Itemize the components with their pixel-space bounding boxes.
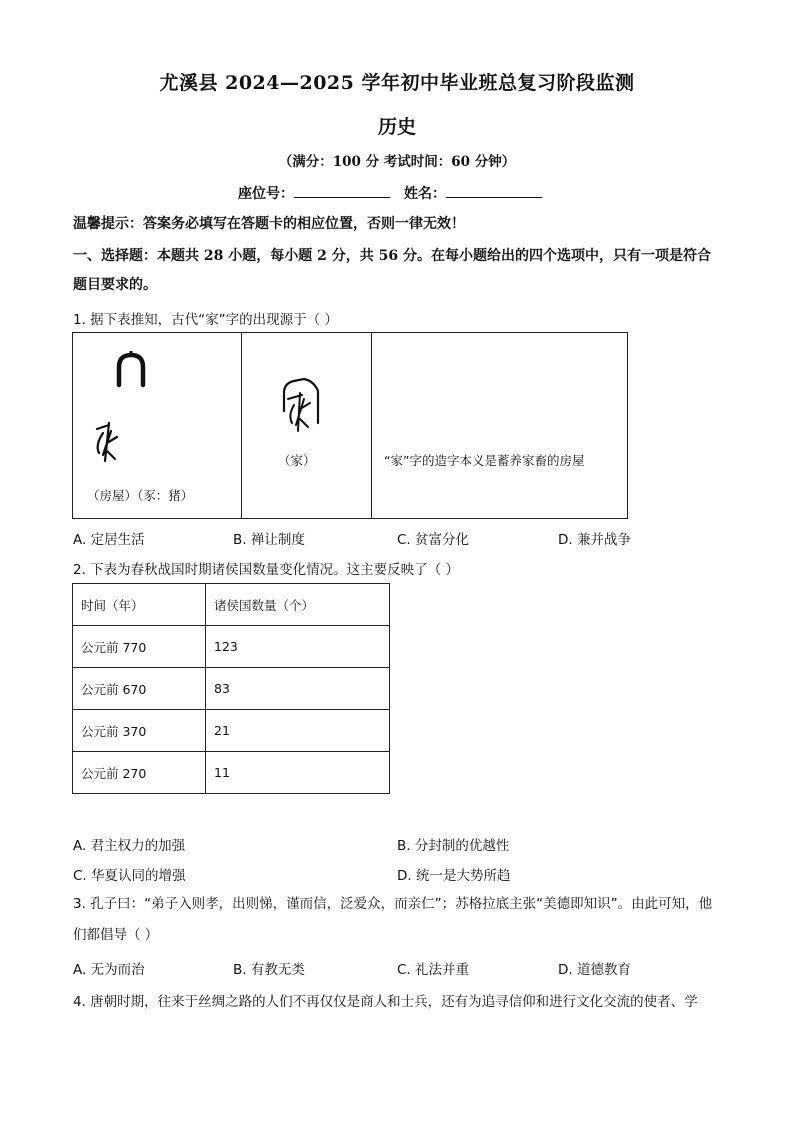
table-cell: 21 [206, 710, 390, 752]
q2-option-a[interactable]: A. 君主权力的加强 [73, 838, 186, 854]
question-2-stem: 2. 下表为春秋战国时期诸侯国数量变化情况。这主要反映了（ ） [73, 562, 459, 578]
table-row [73, 626, 390, 668]
oracle-house-pig-glyphs [73, 333, 241, 473]
notice: 温馨提示：答案务必填写在答题卡的相应位置，否则一律无效！ [73, 216, 465, 232]
cell2-caption: （家） [278, 453, 316, 468]
table-row [73, 710, 390, 752]
q3-option-a[interactable]: A. 无为而治 [73, 962, 145, 978]
table-cell: 公元前 670 [73, 668, 206, 710]
question-4-stem: 4. 唐朝时期，往来于丝绸之路的人们不再仅仅是商人和士兵，还有为追寻信仰和进行文化交流的使者、学 [73, 994, 698, 1010]
explanation-cell [372, 333, 628, 519]
table-cell: 11 [206, 752, 390, 794]
question-3-stem: 3. 孔子曰：“弟子入则孝，出则悌，谨而信，泛爱众，而亲仁”；苏格拉底主张“美德即知识”。由此可知，他们都倡导（ ） [73, 896, 713, 943]
table-header-row [73, 584, 390, 626]
q1-option-c[interactable]: C. 贫富分化 [397, 532, 470, 548]
cell3-text: “家”字的造字本义是蓄养家畜的房屋 [384, 453, 585, 468]
q3-option-b[interactable]: B. 有教无类 [233, 962, 305, 978]
table-cell: 公元前 370 [73, 710, 206, 752]
q3-option-c[interactable]: C. 礼法并重 [397, 962, 470, 978]
seat-name-line [238, 183, 542, 203]
question-2-table [72, 583, 390, 794]
q1-option-a[interactable]: A. 定居生活 [73, 532, 145, 548]
q1-option-d[interactable]: D. 兼并战争 [558, 532, 631, 548]
exam-meta: （满分：100 分 考试时间：60 分钟） [278, 154, 516, 170]
q1-option-b[interactable]: B. 禅让制度 [233, 532, 305, 548]
table-header-cell: 时间（年） [73, 584, 206, 626]
table-cell: 123 [206, 626, 390, 668]
table-row [73, 752, 390, 794]
q2-option-d[interactable]: D. 统一是大势所趋 [397, 868, 511, 884]
subject-title: 历史 [377, 116, 416, 138]
table-row [73, 668, 390, 710]
name-label: 姓名： [404, 186, 446, 202]
section-heading: 一、选择题：本题共 28 小题，每小题 2 分，共 56 分。在每小题给出的四个选项中，只有一项是符合题目要求的。 [73, 248, 711, 293]
question-1-stem: 1. 据下表推知，古代“家”字的出现源于（ ） [73, 312, 338, 328]
table-header-cell: 诸侯国数量（个） [206, 584, 390, 626]
oracle-cell-house-pig [73, 333, 242, 519]
seat-label: 座位号： [238, 186, 294, 202]
oracle-cell-jia [242, 333, 372, 519]
name-blank [446, 185, 542, 198]
question-1-table [72, 332, 628, 519]
table-cell: 公元前 270 [73, 752, 206, 794]
q2-option-c[interactable]: C. 华夏认同的增强 [73, 868, 186, 884]
q3-option-d[interactable]: D. 道德教育 [558, 962, 631, 978]
exam-title: 尤溪县 2024—2025 学年初中毕业班总复习阶段监测 [159, 72, 635, 94]
oracle-jia-glyph [242, 333, 371, 445]
cell1-caption: （房屋）（豕：猪） [87, 488, 194, 503]
table-cell: 公元前 770 [73, 626, 206, 668]
seat-blank [294, 185, 390, 198]
table-cell: 83 [206, 668, 390, 710]
q2-option-b[interactable]: B. 分封制的优越性 [397, 838, 510, 854]
